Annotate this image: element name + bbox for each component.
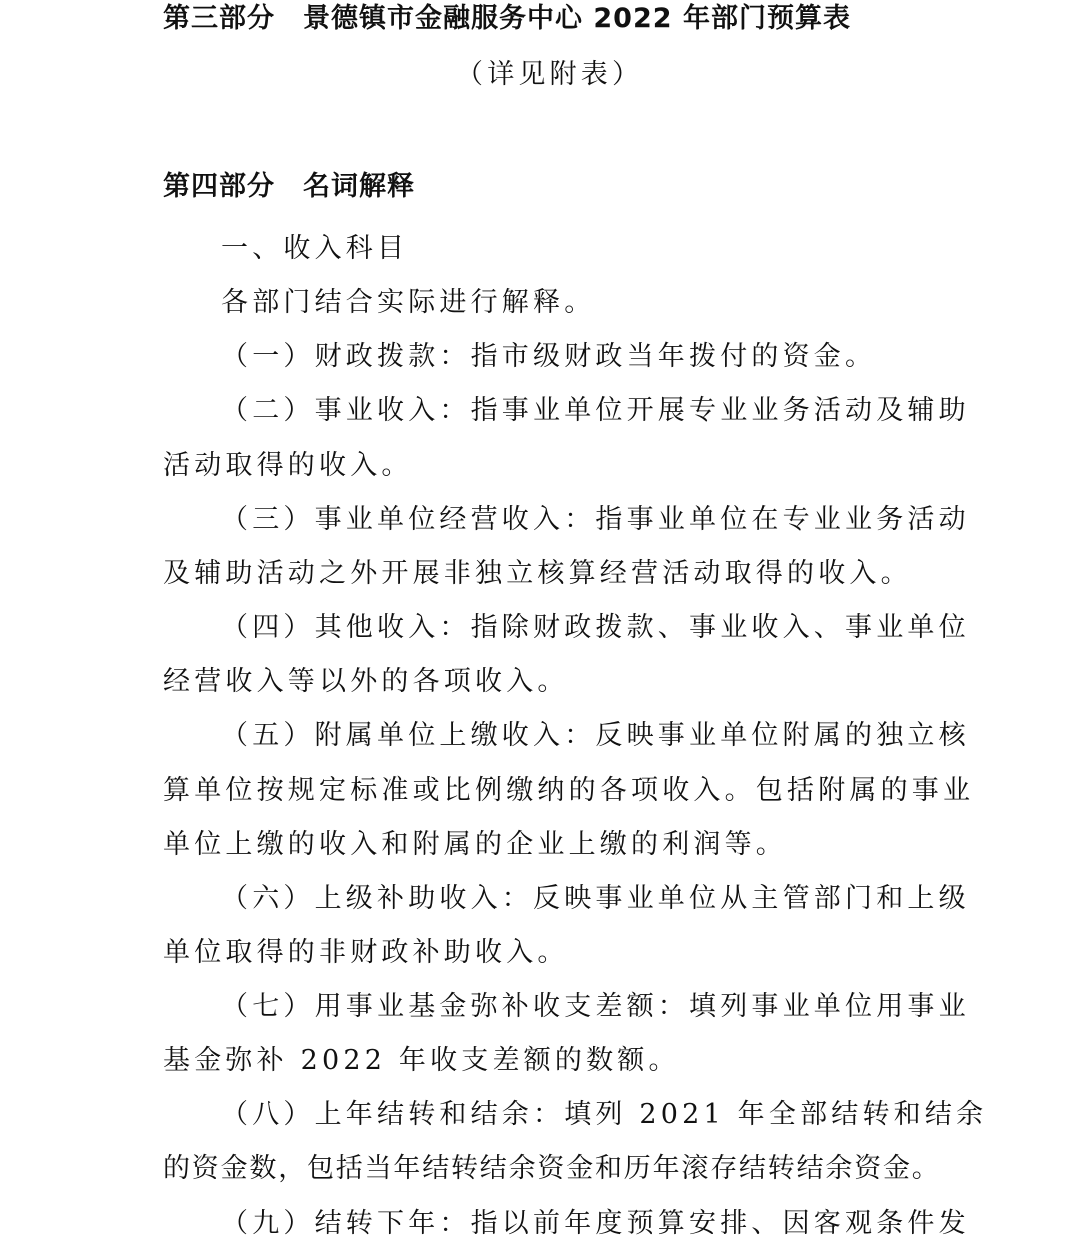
item-5-line-3: 单位上缴的收入和附属的企业上缴的利润等。 (163, 829, 787, 860)
item-7-line-1: （七）用事业基金弥补收支差额：填列事业单位用事业 (221, 991, 970, 1022)
item-6-line-1: （六）上级补助收入：反映事业单位从主管部门和上级 (221, 883, 970, 914)
part4-title: 第四部分 名词解释 (163, 171, 415, 202)
section-heading-income: 一、收入科目 (221, 233, 409, 264)
item-2-line-1: （二）事业收入：指事业单位开展专业业务活动及辅助 (221, 395, 970, 426)
item-3-line-2: 及辅助活动之外开展非独立核算经营活动取得的收入。 (163, 558, 912, 589)
item-4-line-2: 经营收入等以外的各项收入。 (163, 666, 569, 697)
item-5-line-2: 算单位按规定标准或比例缴纳的各项收入。包括附属的事业 (163, 775, 975, 806)
item-8-line-1: （八）上年结转和结余：填列 2021 年全部结转和结余 (221, 1099, 988, 1130)
item-1-line-1: （一）财政拨款：指市级财政当年拨付的资金。 (221, 341, 877, 372)
item-3-line-1: （三）事业单位经营收入：指事业单位在专业业务活动 (221, 504, 970, 535)
item-2-line-2: 活动取得的收入。 (163, 450, 413, 481)
part3-title: 第三部分 景德镇市金融服务中心 2022 年部门预算表 (163, 3, 851, 34)
item-9-line-1: （九）结转下年：指以前年度预算安排、因客观条件发 (221, 1208, 970, 1239)
intro-paragraph: 各部门结合实际进行解释。 (221, 287, 596, 318)
item-7-line-2: 基金弥补 2022 年收支差额的数额。 (163, 1045, 680, 1076)
item-6-line-2: 单位取得的非财政补助收入。 (163, 937, 569, 968)
part3-note: （详见附表） (456, 59, 644, 90)
item-8-line-2: 的资金数，包括当年结转结余资金和历年滚存结转结余资金。 (163, 1153, 941, 1184)
item-4-line-1: （四）其他收入：指除财政拨款、事业收入、事业单位 (221, 612, 970, 643)
item-5-line-1: （五）附属单位上缴收入：反映事业单位附属的独立核 (221, 720, 970, 751)
